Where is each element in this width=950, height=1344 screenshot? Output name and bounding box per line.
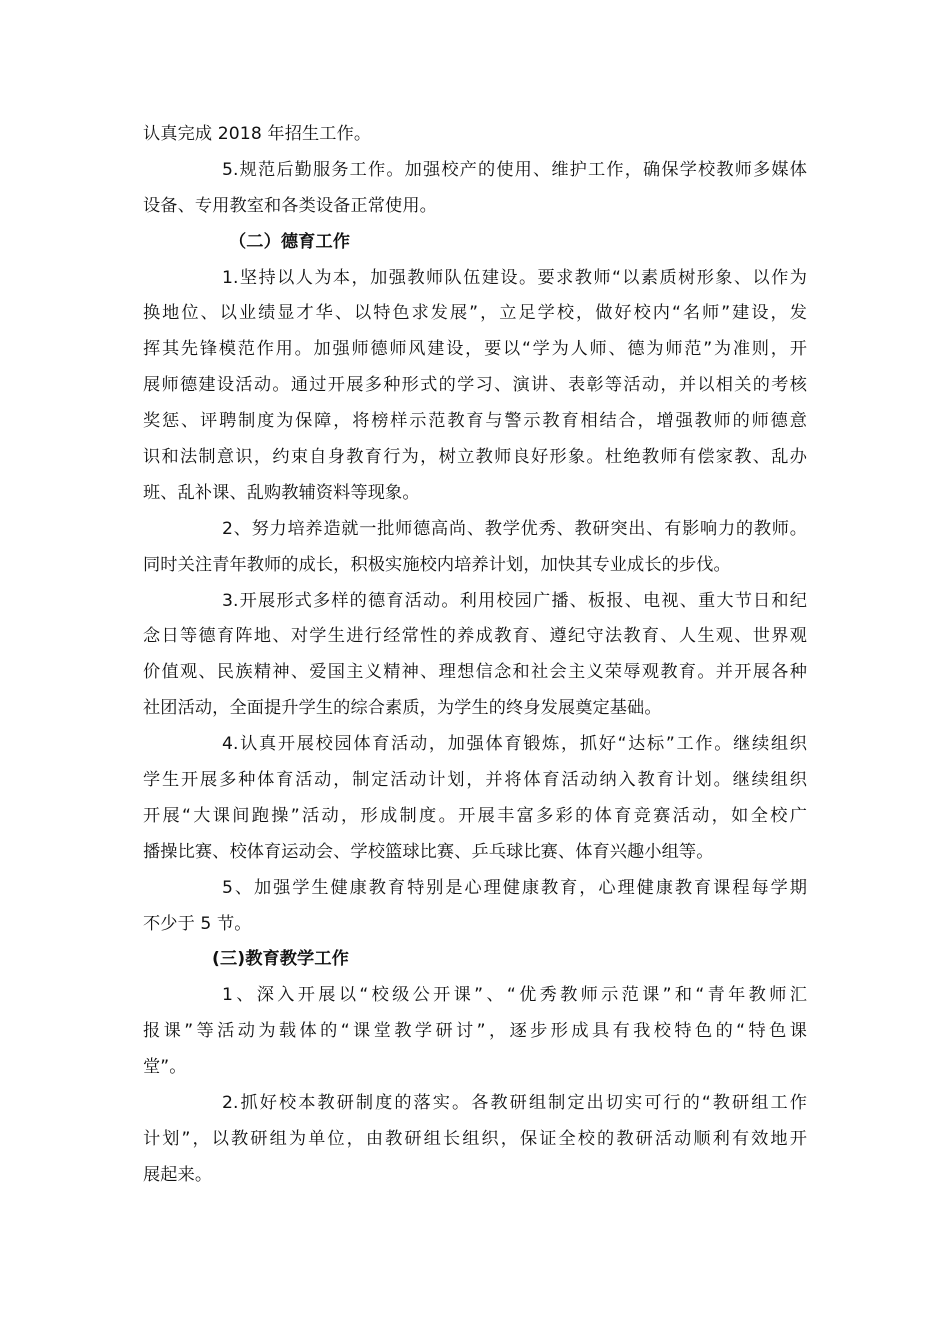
document-body (143, 117, 807, 1194)
paragraph-line: 奖惩、评聘制度为保障，将榜样示范教育与警示教育相结合，增强教师的师德意 (143, 411, 807, 432)
paragraph-line: 认真完成 2018 年招生工作。 (143, 124, 372, 144)
paragraph-line: 班、乱补课、乱购教辅资料等现象。 (143, 482, 420, 503)
paragraph-line: 4.认真开展校园体育活动，加强体育锻炼，抓好“达标”工作。继续组织 (222, 734, 807, 755)
section-heading-moral-education: （二）德育工作 (229, 231, 351, 252)
paragraph-line: 堂”。 (143, 1057, 187, 1078)
paragraph-line: 1、深入开展以“校级公开课”、“优秀教师示范课”和“青年教师汇 (222, 985, 807, 1006)
section-heading-teaching: (三)教育教学工作 (212, 949, 349, 970)
paragraph-line: 5.规范后勤服务工作。加强校产的使用、维护工作，确保学校教师多媒体 (222, 159, 807, 180)
paragraph-line: 计划”，以教研组为单位，由教研组长组织，保证全校的教研活动顺利有效地开 (143, 1128, 807, 1149)
paragraph-line: 报课”等活动为载体的“课堂教学研讨”，逐步形成具有我校特色的“特色课 (143, 1021, 807, 1042)
paragraph-line: 展起来。 (143, 1164, 213, 1185)
paragraph-line: 设备、专用教室和各类设备正常使用。 (143, 195, 437, 216)
paragraph-line: 3.开展形式多样的德育活动。利用校园广播、板报、电视、重大节日和纪 (222, 590, 807, 611)
paragraph-line: 不少于 5 节。 (143, 913, 252, 934)
paragraph-line: 价值观、民族精神、爱国主义精神、理想信念和社会主义荣辱观教育。并开展各种 (143, 662, 807, 683)
paragraph-line: 播操比赛、校体育运动会、学校篮球比赛、乒乓球比赛、体育兴趣小组等。 (143, 841, 714, 862)
paragraph-line: 挥其先锋模范作用。加强师德师风建设，要以“学为人师、德为师范”为准则，开 (143, 339, 807, 360)
paragraph-line: 识和法制意识，约束自身教育行为，树立教师良好形象。杜绝教师有偿家教、乱办 (143, 447, 807, 468)
paragraph-line: 5、加强学生健康教育特别是心理健康教育，心理健康教育课程每学期 (222, 877, 807, 898)
paragraph-line: 念日等德育阵地、对学生进行经常性的养成教育、遵纪守法教育、人生观、世界观 (143, 626, 807, 647)
paragraph-line: 社团活动，全面提升学生的综合素质，为学生的终身发展奠定基础。 (143, 698, 662, 719)
paragraph-line: 1.坚持以人为本，加强教师队伍建设。要求教师“以素质树形象、以作为 (222, 267, 807, 288)
paragraph-line: 学生开展多种体育活动，制定活动计划，并将体育活动纳入教育计划。继续组织 (143, 770, 807, 791)
paragraph-line: 2.抓好校本教研制度的落实。各教研组制定出切实可行的“教研组工作 (222, 1093, 807, 1114)
paragraph-line: 开展“大课间跑操”活动，形成制度。开展丰富多彩的体育竞赛活动，如全校广 (143, 805, 807, 826)
paragraph-line: 展师德建设活动。通过开展多种形式的学习、演讲、表彰等活动，并以相关的考核 (143, 375, 807, 396)
paragraph-line: 2、努力培养造就一批师德高尚、教学优秀、教研突出、有影响力的教师。 (222, 518, 807, 539)
paragraph-line: 换地位、以业绩显才华、以特色求发展”，立足学校，做好校内“名师”建设，发 (143, 303, 807, 324)
paragraph-line: 同时关注青年教师的成长，积极实施校内培养计划，加快其专业成长的步伐。 (143, 554, 731, 575)
